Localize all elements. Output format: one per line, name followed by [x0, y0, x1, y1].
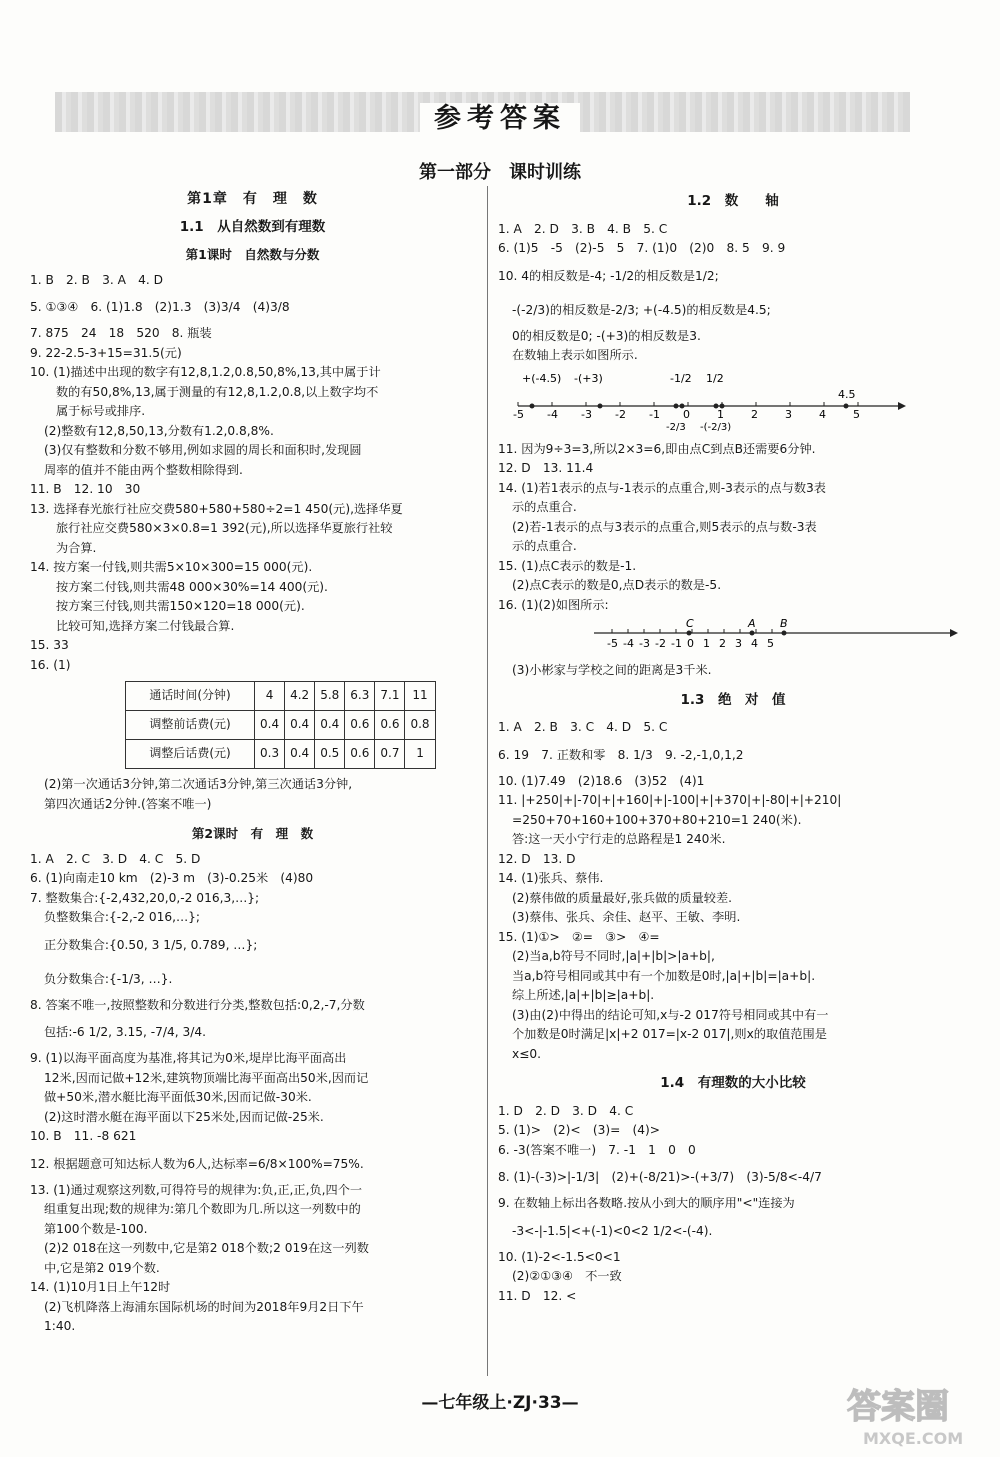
table-cell: 7.1	[375, 682, 405, 711]
axis-tick-label: -3	[581, 407, 592, 421]
answer-line: 10. (1)7.49 (2)18.6 (3)52 (4)1	[498, 773, 705, 788]
answer-line: 比较可知,选择方案二付钱最合算.	[56, 618, 235, 633]
axis-tick-label: 1	[703, 637, 710, 650]
answer-line: 0的相反数是0; -(+3)的相反数是3.	[512, 328, 701, 343]
answer-line: 14. (1)若1表示的点与-1表示的点重合,则-3表示的点与数3表	[498, 480, 826, 495]
answer-line: 12米,因而记做+12米,建筑物顶端比海平面高出50米,因而记	[44, 1070, 369, 1085]
answer-line: 1. A 2. D 3. B 4. B 5. C	[498, 221, 668, 236]
point	[598, 403, 603, 408]
answer-line: 9. 在数轴上标出各数略.按从小到大的顺序用"<"连接为	[498, 1196, 795, 1210]
right-column	[498, 188, 968, 1306]
answer-line: 14. (1)张兵、蔡伟.	[498, 871, 604, 885]
answer-line: 6. 19 7. 正数和零 8. 1/3 9. -2,-1,0,1,2	[498, 747, 744, 762]
answer-line: (2)②①③④ 不一致	[512, 1269, 622, 1283]
answer-line: (2)这时潜水艇在海平面以下25米处,因而记做-25米.	[44, 1109, 324, 1124]
watermark-url: MXQE.COM	[863, 1429, 964, 1448]
point	[674, 403, 679, 408]
answer-line: 在数轴上表示如图所示.	[512, 348, 638, 362]
answer-line: 5. (1)> (2)< (3)= (4)>	[498, 1123, 660, 1137]
answer-line: (2)点C表示的数是0,点D表示的数是-5.	[512, 578, 722, 592]
axis-ticks	[513, 402, 860, 421]
answer-line: (2)2 018在这一列数中,它是第2 018个数;2 019在这一列数	[44, 1241, 369, 1255]
answer-line: 8. 答案不唯一,按照整数和分数进行分类,整数包括:0,2,-7,分数	[30, 997, 365, 1012]
axis-tick-label: -1	[649, 407, 660, 421]
answer-line: 6. -3(答案不唯一) 7. -1 1 0 0	[498, 1142, 696, 1157]
answer-line: 11. 因为9÷3=3,所以2×3=6,即由点C到点B还需要6分钟.	[498, 441, 816, 456]
answer-line: 15. (1)①> ②= ③> ④=	[498, 929, 660, 944]
answer-line: (3)由(2)中得出的结论可知,x与-2 017符号相同或其中有一	[512, 1007, 829, 1022]
answer-line: x≤0.	[512, 1046, 542, 1061]
section-heading-1-1: 1.1 从自然数到有理数	[179, 218, 326, 235]
table-cell: 0.6	[345, 711, 375, 740]
point-B	[782, 631, 787, 636]
mark-label: -1/2	[670, 371, 692, 385]
left-column	[30, 188, 475, 1337]
answer-line: 包括:-6 1/2, 3.15, -7/4, 3/4.	[44, 1025, 207, 1039]
axis-tick-label: 5	[767, 637, 774, 650]
table-cell: 调整前话费(元)	[126, 711, 255, 740]
answer-line: 1. A 2. C 3. D 4. C 5. D	[30, 851, 201, 866]
table-cell: 调整后话费(元)	[126, 740, 255, 769]
answer-line: (2)第一次通话3分钟,第二次通话3分钟,第三次通话3分钟,	[44, 777, 353, 791]
axis-tick-label: 1	[717, 407, 724, 421]
axis-tick-label: -3	[639, 637, 650, 650]
answer-line: (2)整数有12,8,50,13,分数有1.2,0.8,8%.	[44, 423, 274, 438]
axis-tick-label: 0	[683, 407, 690, 421]
answer-line: -(-2/3)的相反数是-2/3; +(-4.5)的相反数是4.5;	[512, 302, 771, 317]
mark-label: -2/3	[666, 421, 686, 433]
answer-line: 12. 根据题意可知达标人数为6人,达标率=6/8×100%=75%.	[30, 1156, 364, 1171]
mark-label: 4.5	[838, 387, 856, 401]
axis-tick-label: 3	[785, 407, 792, 421]
answer-line: 1. A 2. B 3. C 4. D 5. C	[498, 720, 668, 734]
answer-line: 15. 33	[30, 638, 69, 652]
table-cell: 通话时间(分钟)	[126, 682, 255, 711]
answer-line: 按方案三付钱,则共需150×120=18 000(元).	[56, 599, 305, 613]
answer-line: 7. 整数集合:{-2,432,20,0,-2 016,3,…};	[30, 890, 260, 905]
table-cell: 1	[405, 740, 435, 769]
axis-arrow	[950, 629, 958, 637]
answer-line: 1:40.	[44, 1319, 76, 1333]
point-label-C: C	[686, 617, 694, 630]
table-cell: 0.6	[375, 711, 405, 740]
answer-line: (2)蔡伟做的质量最好,张兵做的质量较差.	[512, 890, 733, 905]
answer-line: 负分数集合:{-1/3, …}.	[44, 971, 173, 986]
answer-line: 12. D 13. D	[498, 851, 576, 866]
answer-line: 9. (1)以海平面高度为基准,将其记为0米,堤岸比海平面高出	[30, 1051, 347, 1065]
mark-label: -(-2/3)	[700, 421, 732, 433]
answer-line: 按方案二付钱,则共需48 000×30%=14 400(元).	[56, 579, 328, 594]
axis-tick-label: 5	[853, 407, 860, 421]
point	[530, 403, 535, 408]
axis-tick-label: 3	[735, 637, 742, 650]
watermark-text: 答案圈	[847, 1387, 949, 1427]
answer-line: 16. (1)	[30, 657, 71, 672]
table-cell: 0.4	[285, 740, 315, 769]
table-cell: 6.3	[345, 682, 375, 711]
table-cell: 0.4	[285, 711, 315, 740]
point	[714, 403, 719, 408]
section-heading-1-4: 1.4 有理数的大小比较	[660, 1075, 806, 1091]
answer-line: 11. |+250|+|-70|+|+160|+|-100|+|+370|+|-80|+|+210|	[498, 793, 842, 807]
number-line-diagram-2	[588, 617, 968, 655]
answer-line: 14. 按方案一付钱,则共需5×10×300=15 000(元).	[30, 560, 313, 574]
number-line-diagram-1	[508, 368, 908, 434]
table-cell: 0.7	[375, 740, 405, 769]
table-cell: 0.5	[315, 740, 345, 769]
answer-line: 12. D 13. 11.4	[498, 461, 594, 475]
answer-line: 当a,b符号相同或其中有一个加数是0时,|a|+|b|=|a+b|.	[512, 968, 816, 983]
answer-line: 旅行社应交费580×3×0.8=1 392(元),所以选择华夏旅行社较	[56, 521, 393, 535]
axis-tick-label: 2	[719, 637, 726, 650]
answer-line: 6. (1)向南走10 km (2)-3 m (3)-0.25米 (4)80	[30, 871, 314, 885]
answer-line: 11. B 12. 10 30	[30, 482, 141, 496]
table-cell: 0.4	[315, 711, 345, 740]
answer-line: 15. (1)点C表示的数是-1.	[498, 558, 637, 573]
axis-tick-label: 2	[751, 407, 758, 421]
axis-tick-label: -4	[623, 637, 634, 650]
answer-line: (3)仅有整数和分数不够用,例如求圆的周长和面积时,发现圆	[44, 443, 362, 457]
axis-tick-label: -5	[607, 637, 618, 650]
answer-line: =250+70+160+100+370+80+210=1 240(米).	[512, 812, 802, 827]
table-cell: 5.8	[315, 682, 345, 711]
answer-line: 组重复出现;数的规律为:第几个数即为几.所以这一列数中的	[44, 1202, 361, 1216]
section-heading-1-3: 1.3 绝 对 值	[680, 691, 786, 708]
lesson-heading-1: 第1课时 自然数与分数	[185, 247, 320, 262]
table-row	[126, 711, 436, 740]
point	[680, 403, 685, 408]
mark-label: 1/2	[706, 371, 724, 385]
answer-line: 6. (1)5 -5 (2)-5 5 7. (1)0 (2)0 8. 5 9. 9	[498, 241, 786, 255]
answer-line: 第四次通话2分钟.(答案不唯一)	[44, 796, 212, 811]
answer-line: 7. 875 24 18 520 8. 瓶装	[30, 326, 212, 340]
answer-line: (2)若-1表示的点与3表示的点重合,则5表示的点与数-3表	[512, 519, 817, 534]
answer-line: 个加数是0时满足|x|+2 017=|x-2 017|,则x的取值范围是	[512, 1027, 827, 1041]
answer-line: (2)飞机降落上海浦东国际机场的时间为2018年9月2日下午	[44, 1299, 364, 1314]
answer-line: 示的点重合.	[512, 539, 577, 553]
point-C	[687, 631, 692, 636]
answer-line: 答:这一天小宁行走的总路程是1 240米.	[512, 832, 726, 846]
table-cell: 0.6	[345, 740, 375, 769]
point-label-B: B	[780, 617, 788, 630]
answer-line: 13. 选择春光旅行社应交费580+580+580÷2=1 450(元),选择华夏	[30, 501, 403, 516]
answer-line: 10. (1)描述中出现的数字有12,8,1.2,0.8,50,8%,13,其中属于计	[30, 365, 381, 379]
answer-line: -3<-|-1.5|<+(-1)<0<2 1/2<-(-4).	[512, 1223, 713, 1238]
answer-line: 综上所述,|a|+|b|≥|a+b|.	[512, 988, 655, 1002]
axis-tick-label: 4	[819, 407, 826, 421]
table-cell: 0.3	[255, 740, 285, 769]
call-fee-table	[125, 681, 436, 769]
answer-line: 负整数集合:{-2,-2 016,…};	[44, 910, 201, 924]
answer-line: 14. (1)10月1日上午12时	[30, 1280, 171, 1294]
axis-tick-label: 0	[687, 637, 694, 650]
axis-tick-label: -4	[547, 407, 558, 421]
answer-line: (3)蔡伟、张兵、余佳、赵平、王敏、李明.	[512, 910, 741, 924]
axis-tick-label: -5	[513, 407, 524, 421]
mark-label: -(+3)	[574, 371, 603, 385]
answer-line: 1. D 2. D 3. D 4. C	[498, 1103, 634, 1118]
answer-line: 5. ①③④ 6. (1)1.8 (2)1.3 (3)3/4 (4)3/8	[30, 300, 290, 314]
answer-line: 1. B 2. B 3. A 4. D	[30, 272, 164, 287]
section-heading-1-2: 1.2 数 轴	[687, 193, 779, 209]
answer-line: 16. (1)(2)如图所示:	[498, 597, 609, 612]
chapter-heading: 第1章 有 理 数	[187, 191, 318, 207]
answer-line: (2)当a,b符号不同时,|a|+|b|>|a+b|,	[512, 949, 715, 963]
table-row	[126, 682, 436, 711]
table-row	[126, 740, 436, 769]
answer-line: 为合算.	[56, 540, 97, 555]
answer-line: 属于标号或排序.	[56, 404, 146, 418]
answer-line: 周率的值并不能由两个整数相除得到.	[44, 462, 243, 477]
answer-line: (3)小彬家与学校之间的距离是3千米.	[512, 663, 712, 677]
answer-line: 9. 22-2.5-3+15=31.5(元)	[30, 345, 182, 360]
answer-line: 11. D 12. <	[498, 1288, 577, 1303]
part-title: 第一部分 课时训练	[419, 162, 581, 183]
table-cell: 0.4	[255, 711, 285, 740]
table-cell: 11	[405, 682, 435, 711]
answer-line: 10. 4的相反数是-4; -1/2的相反数是1/2;	[498, 268, 719, 283]
answer-line: 8. (1)-(-3)>|-1/3| (2)+(-8/21)>-(+3/7) (3)-5/8<-4/7	[498, 1170, 822, 1184]
point	[720, 403, 725, 408]
axis-tick-label: -2	[655, 637, 666, 650]
answer-line: 中,它是第2 019个数.	[44, 1260, 160, 1275]
answer-line: 第100个数是-100.	[44, 1221, 148, 1236]
watermark-logo	[835, 1380, 995, 1452]
answer-line: 数的有50,8%,13,属于测量的有12,8,1.2,0.8,以上数字均不	[56, 384, 379, 399]
point-A	[750, 631, 755, 636]
lesson-heading-2: 第2课时 有 理 数	[191, 826, 314, 841]
answer-line: 13. (1)通过观察这列数,可得符号的规律为:负,正,正,负,四个一	[30, 1182, 363, 1197]
table-cell: 0.8	[405, 711, 435, 740]
point-label-A: A	[748, 617, 756, 630]
answer-line: 示的点重合.	[512, 500, 577, 514]
mark-label: +(-4.5)	[522, 371, 562, 385]
point	[844, 403, 849, 408]
page-footer: —七年级上·ZJ·33—	[421, 1393, 579, 1413]
answer-line: 正分数集合:{0.50, 3 1/5, 0.789, …};	[44, 937, 258, 952]
answer-line: 10. (1)-2<-1.5<0<1	[498, 1249, 621, 1264]
axis-tick-label: -1	[671, 637, 682, 650]
axis-tick-label: -2	[615, 407, 626, 421]
axis-arrow	[898, 402, 906, 410]
axis-tick-label: 4	[751, 637, 758, 650]
table-cell: 4	[255, 682, 285, 711]
page-title: 参考答案	[0, 96, 1000, 135]
answer-line: 10. B 11. -8 621	[30, 1129, 137, 1143]
table-cell: 4.2	[285, 682, 315, 711]
answer-line: 做+50米,潜水艇比海平面低30米,因而记做-30米.	[44, 1090, 312, 1104]
column-divider	[487, 186, 488, 1376]
